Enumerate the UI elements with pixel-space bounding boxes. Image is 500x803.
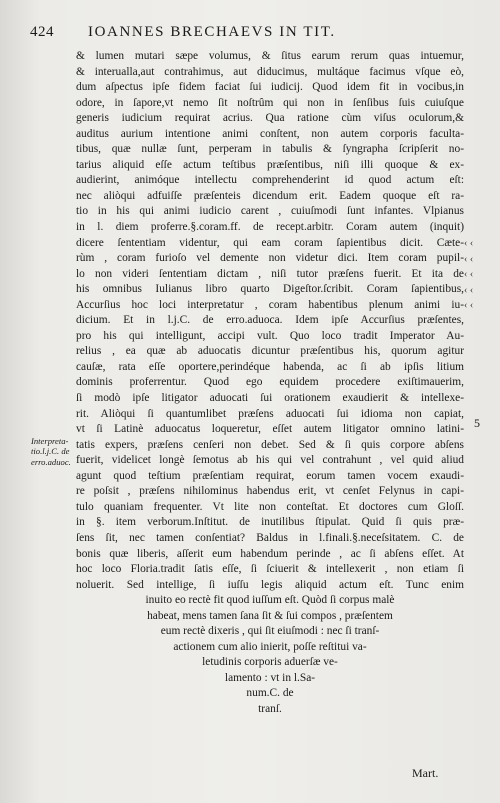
text-line: inuito eo rectè fit quod iuſſum eſt. Quòd ſi corpus malè xyxy=(145,594,395,607)
text-line: dicere ſententiam videntur, qui eam coram ſapientibus dicit. Cæte- xyxy=(76,236,464,249)
text-line: cauſæ, rata eſſe oportere,perindéque habenda, ac ſi ab ipſis litium xyxy=(76,360,464,373)
text-line: ſi modò ipſe litigator aduocati ſui orationem exaudierit & intellexe- xyxy=(76,392,464,405)
side-note-line: tio.l.j.C. de xyxy=(31,446,70,457)
text-line: habeat, mens tamen ſana ſit & ſui compos , præſentem xyxy=(147,609,393,622)
text-line: actionem cum alio inierit, poſſe reſtitui va- xyxy=(173,640,367,653)
text-line: eum rectè dixeris , qui ſit eiuſmodi : nec ſi tranſ- xyxy=(160,625,380,638)
text-line: ſens ſit, nec tamen conſentiat? Baldus in l.finali.§.neceſsitatem. C. de xyxy=(76,531,464,544)
catchword: Mart. xyxy=(412,766,439,780)
text-line: tibus, quæ nullæ ſunt, perperam in tabulis & ſyngrapha ſcripſerit no- xyxy=(76,143,464,156)
text-line: re poſsit , præſens nihilominus habendus erit, vt cenſet Felynus in capi- xyxy=(76,485,464,498)
text-line: fuerit, videlicet longè ſemotus ab his qui vel contrahunt , vel quid aliud xyxy=(76,454,464,467)
quote-mark: ‹ ‹ xyxy=(464,238,474,249)
text-line: noluerit. Sed intellige, ſi iuſſu legis aliquid actum eſt. Tunc enim xyxy=(76,578,464,591)
margin-number: 5 xyxy=(474,416,480,430)
text-line: odore, in ſapore,vt nemo ſit noſtrûm qui non in ſenſibus ſuis cuiuſque xyxy=(76,96,464,109)
running-head: IOANNES BRECHAEVS IN TIT. xyxy=(88,24,336,40)
text-line: lamento : vt in l.Sa- xyxy=(224,671,316,684)
quote-mark: ‹ ‹ xyxy=(464,284,474,296)
text-line: audierint, animóque intellectu comprehenderint id quod actum eſt: xyxy=(76,174,464,187)
text-line: lo non videri ſententiam dictam , niſi tutor præſens fuerit. Et ita de xyxy=(76,267,464,280)
quote-mark: ‹ ‹ xyxy=(464,269,474,281)
text-line: dum aſpectus ipſe fidem faciat ſui iudicij. Quod idem fit in vocibus,in xyxy=(76,81,464,94)
text-line: hoc loco Floria.tradit ſatis eſſe, ſi ſciuerit & intellexerit , non etiam ſi xyxy=(76,563,464,576)
text-line: tatis expers, præſens cenſeri non debet. Sed & ſi quis corpore abſens xyxy=(76,438,464,451)
page-header xyxy=(30,24,470,44)
text-line: tranſ. xyxy=(258,702,282,715)
page-number: 424 xyxy=(30,24,54,40)
main-text-block xyxy=(76,49,464,718)
quote-mark: ‹ ‹ xyxy=(464,300,474,312)
text-line: Accurſius hoc loci interpretatur , coram habentibus plenum animi iu- xyxy=(76,298,464,311)
text-line: tio in his qui animi iudicio carent , cuiuſmodi ſunt infantes. Vlpianus xyxy=(76,205,464,218)
text-line: dicium. Et in l.j.C. de erro.aduoca. Idem ipſe Accurſius præſentes, xyxy=(76,314,464,327)
text-line: rùm , coram furioſo vel demente non videtur dici. Item coram pupil- xyxy=(76,252,464,265)
text-line: & interualla,aut contrahimus, aut diducimus, multáque facimus vſque eò, xyxy=(76,65,464,78)
text-line: bonis quæ liberis, aſſerit eum habendum perinde , ac ſi abſens eſſet. At xyxy=(76,547,464,560)
quote-mark: ‹ ‹ xyxy=(464,253,474,265)
text-line: num.C. de xyxy=(246,687,294,700)
text-line: dominis proferrentur. Quod ego equidem procedere exiſtimauerim, xyxy=(76,376,464,389)
text-line: auditus aurium intentione animi conſtent, non autem corporis faculta- xyxy=(76,127,464,140)
text-line: rit. Aliòqui ſi quantumlibet præſens aduocati ſui idioma non capiat, xyxy=(76,407,464,420)
text-line: generis iudicium requirat acrius. Qua ratione cùm viſus oculorum,& xyxy=(76,112,464,125)
text-line: nec aliòqui adfuiſſe præſenteis dicendum erit. Eadem quoque eſt ra- xyxy=(76,189,464,202)
side-note-line: Interpreta- xyxy=(31,436,69,446)
text-line: in l. diem proferre.§.coram.ff. de recept.arbitr. Coram autem (inquit) xyxy=(76,221,464,234)
text-line: tulo quaniam frequenter. Vt lite non conteſtat. Et doctores cum Gloſſ. xyxy=(76,500,464,513)
text-line: vt ſi Latinè aduocatus loqueretur, eſſet autem litigator omnino latini- xyxy=(76,423,464,436)
text-line: pro his qui intelligunt, accipi vult. Quo loco tradit Imperator Au- xyxy=(76,329,464,342)
text-line: & lumen mutari sæpe volumus, & ſitus earum rerum quas intuemur, xyxy=(76,50,464,62)
text-line: tarius aliquid eſſe actum teſtibus præſentibus, niſi illi quoque & ex- xyxy=(76,158,464,171)
side-note-line: erro.aduoc. xyxy=(31,456,71,467)
side-note xyxy=(31,436,77,467)
margin-quote-marks xyxy=(464,236,486,314)
text-line: in §. item verborum.Inſtitut. de inutilibus ſtipulat. Quid ſi quis præ- xyxy=(76,516,464,529)
text-line: agunt quod teſtium præſentiam requirat, eorum tamen vocem exaudi- xyxy=(76,469,464,482)
text-line: his omnibus Iulianus libro quarto Digeſtor.ſcribit. Coram ſapientibus, xyxy=(76,283,464,296)
text-line: letudinis corporis aduerſæ ve- xyxy=(202,656,338,669)
text-line: relius , ea quæ ab aduocatis dicuntur præſentibus his, quorum agitur xyxy=(76,345,464,358)
